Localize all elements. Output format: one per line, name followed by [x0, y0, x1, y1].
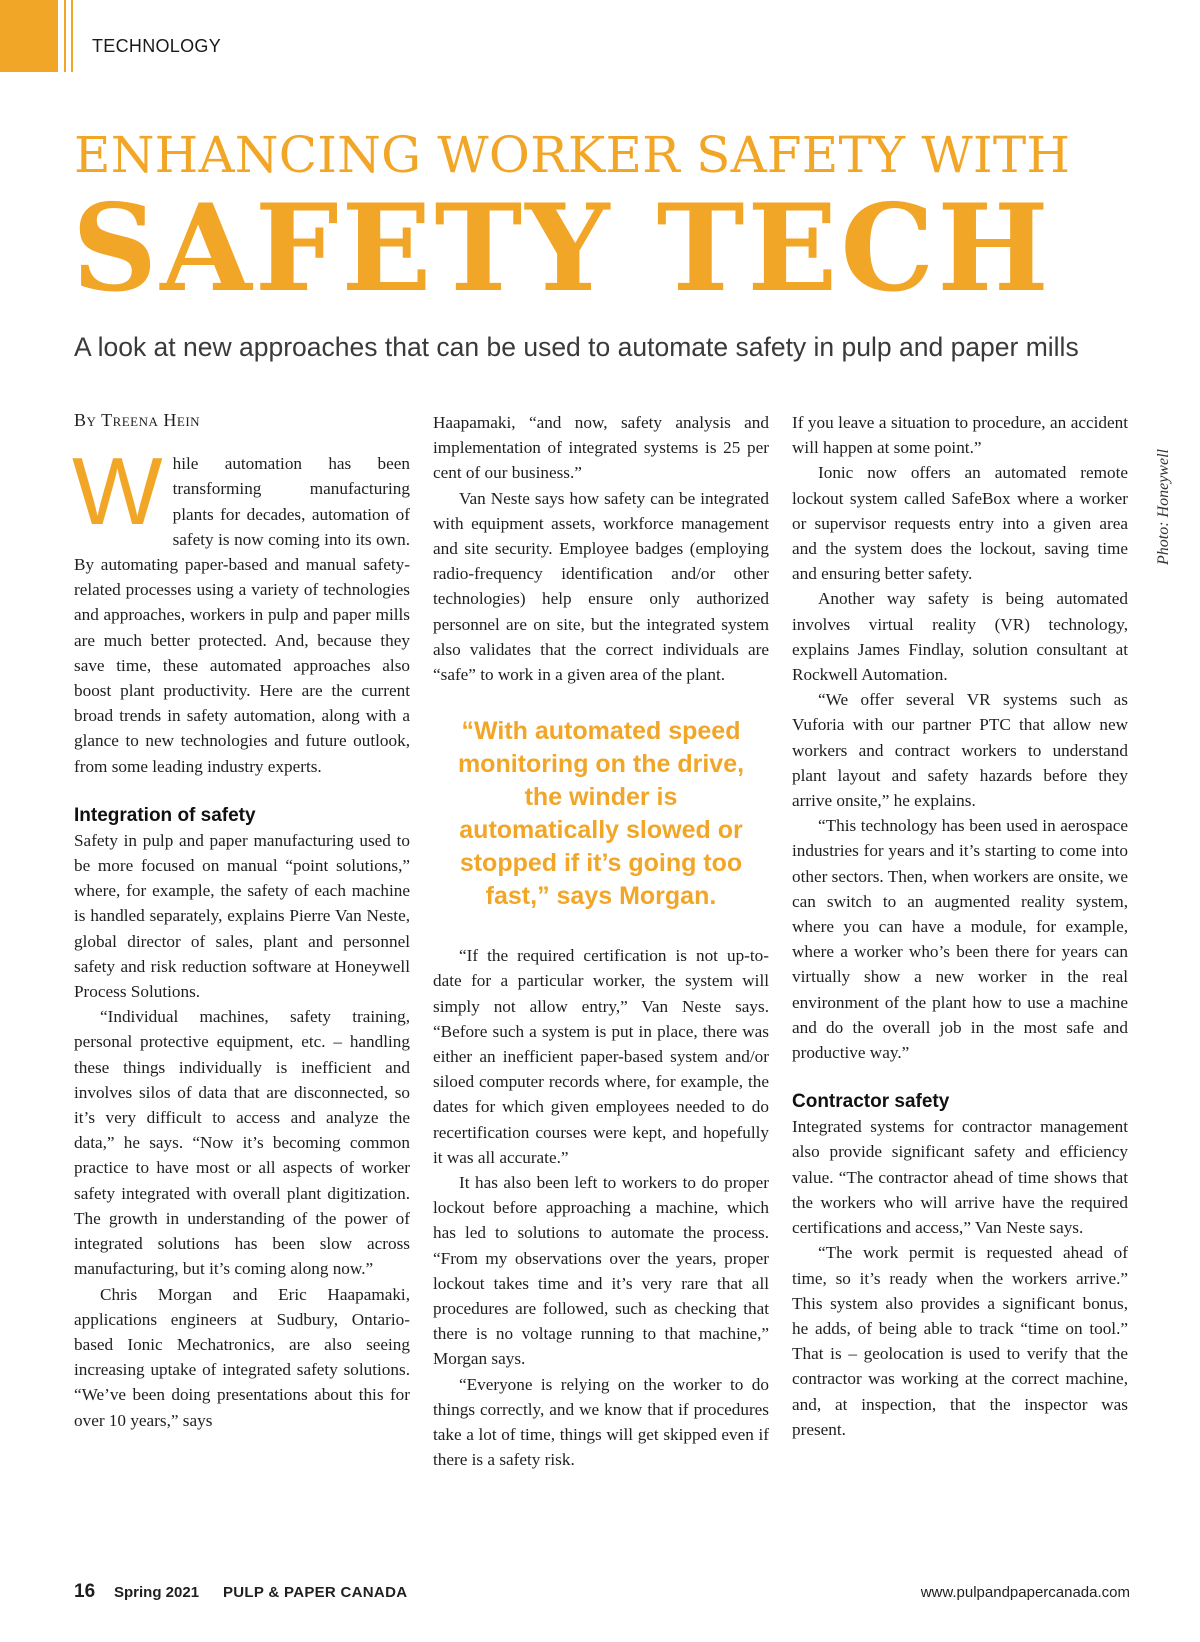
intro-paragraph — [72, 438, 410, 779]
article-column-1 — [74, 410, 410, 1433]
headline-line-1: ENHANCING WORKER SAFETY WITH — [74, 126, 1071, 184]
section-label: TECHNOLOGY — [92, 36, 222, 56]
subhead-integration-of-safety: Integration of safety — [74, 804, 256, 826]
article-deck: A look at new approaches that can be used to automate safety in pulp and paper mills — [74, 332, 1079, 362]
page-footer — [74, 1581, 1130, 1607]
byline: By Treena Hein — [74, 410, 201, 430]
paragraph: “Everyone is relying on the worker to do things correctly, and we know that if procedures take a lot of time, things will get skipped even if there is a safety risk. — [433, 1374, 769, 1470]
paragraph: Ionic now offers an automated remote lockout system called SafeBox where a worker or supervisor requests entry into a given area and the system does the lockout, saving time and ensuring better safety. — [792, 463, 1128, 584]
photo-credit: Photo: Honeywell — [1155, 449, 1172, 565]
paragraph: “We offer several VR systems such as Vuforia with our partner PTC that allow new workers and contract workers to understand plant layout and safety hazards before they arrive onsite,” he explains. — [792, 690, 1128, 811]
magazine-name: PULP & PAPER CANADA — [223, 1584, 408, 1601]
paragraph: Integrated systems for contractor management also provide significant safety and efficiency value. “The contractor ahead of time shows that the workers who will arrive have the required certifications and access,” Van Neste says. — [792, 1117, 1128, 1238]
decorative-stripe — [71, 0, 73, 72]
headline-line-2: SAFETY TECH — [72, 176, 1052, 319]
decorative-stripe — [64, 0, 66, 72]
drop-cap: W — [72, 438, 163, 546]
paragraph: “Individual machines, safety training, personal protective equipment, etc. – handling these things individually is inefficient and involves silos of data that are disconnected, so it’s very difficult to access and analyze the data,” he says. “Now it’s becoming common practice to have most or all aspects of worker safety integrated with overall plant digitization. The growth in understanding of the power of integrated solutions has been slow across manufacturing, but it’s coming along now.” — [74, 1007, 410, 1279]
issue-date: Spring 2021 — [114, 1584, 200, 1601]
pull-quote: “With automated speed monitoring on the drive, the winder is automatically slowed or stopped if it’s going too fast,” says Morgan. — [457, 717, 745, 911]
paragraph: “This technology has been used in aerospace industries for years and it’s starting to come into other sectors. Then, when workers are onsite, we can switch to an augmented reality system, where you can have a module, for example, where a worker who’s been there for years can virtually show a new worker in the real environment of the plant how to use a machine and do the overall job in the most safe and productive way.” — [792, 816, 1128, 1063]
paragraph: Van Neste says how safety can be integrated with equipment assets, workforce management and site security. Employee badges (employing radio-frequency identification and/or other technologies) help ensure only authorized personnel are on site, but the integrated system also validates that the correct individuals are “safe” to work in a given area of the plant. — [433, 488, 769, 685]
paragraph: Haapamaki, “and now, safety analysis and implementation of integrated systems is 25 per cent of our business.” — [433, 413, 769, 483]
paragraph: It has also been left to workers to do proper lockout before approaching a machine, which has led to solutions to automate the process. “From my observations over the years, proper lockout takes time and it’s very rare that all procedures are followed, such as checking that there is no voltage running to that machine,” Morgan says. — [433, 1173, 769, 1369]
website-url: www.pulpandpapercanada.com — [920, 1584, 1130, 1601]
paragraph-text: hile automation has been transforming manufacturing plants for decades, automation of safety is now coming into its own. By automating paper-based and manual safety-related processes using a variety of technologies and approaches, workers in pulp and paper mills are much better protected. And, because they save time, these automated approaches also boost plant productivity. Here are the current broad trends in safety automation, along with a glance to new technologies and future outlook, from some leading industry experts. — [74, 454, 410, 776]
article-column-3 — [792, 410, 1128, 1442]
paragraph: “If the required certification is not up-to-date for a particular worker, the system will simply not allow entry,” Van Neste says. “Before such a system is put in place, there was either an inefficient paper-based system and/or siloed computer records where, for example, the dates for which given employees needed to do recertification courses were kept, and hopefully it was all accurate.” — [433, 946, 769, 1167]
subhead-contractor-safety: Contractor safety — [792, 1091, 950, 1113]
page-number: 16 — [74, 1581, 96, 1602]
paragraph: Chris Morgan and Eric Haapamaki, applications engineers at Sudbury, Ontario-based Ionic Mechatronics, are also seeing increasing uptake of integrated safety solutions. “We’ve been doing presentations about this for over 10 years,” says — [74, 1284, 410, 1430]
paragraph: Another way safety is being automated involves virtual reality (VR) technology, explains James Findlay, solution consultant at Rockwell Automation. — [792, 589, 1128, 685]
paragraph: “The work permit is requested ahead of time, so it’s ready when the workers arrive.” This system also provides a significant bonus, he adds, of being able to track “time on tool.” That is – geolocation is used to verify that the contractor was working at the correct machine, and, at inspection, that the inspector was present. — [792, 1243, 1128, 1439]
article-column-2 — [433, 410, 769, 1473]
orange-corner-bar — [0, 0, 58, 72]
paragraph: Safety in pulp and paper manufacturing used to be more focused on manual “point solutions,” where, for example, the safety of each machine is handled separately, explains Pierre Van Neste, global director of sales, plant and personnel safety and risk reduction software at Honeywell Process Solutions. — [74, 830, 410, 1002]
paragraph: If you leave a situation to procedure, an accident will happen at some point.” — [792, 413, 1128, 458]
